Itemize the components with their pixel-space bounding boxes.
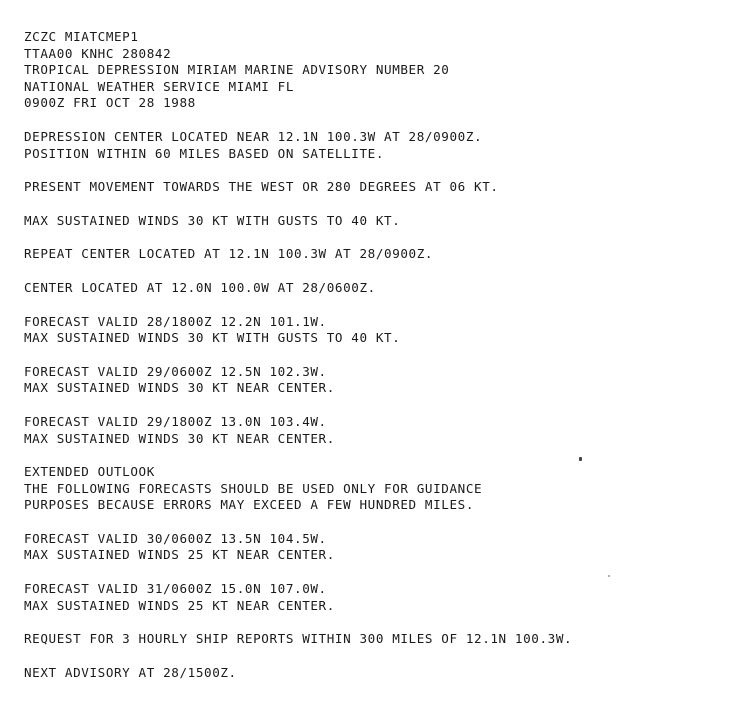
advisory-header (24, 29, 724, 112)
text-line: MAX SUSTAINED WINDS 25 KT NEAR CENTER. (24, 597, 335, 613)
next-advisory-paragraph (24, 665, 724, 682)
movement-paragraph (24, 179, 724, 196)
repeat-center-paragraph (24, 246, 724, 263)
advisory-document (24, 29, 724, 698)
center-location-paragraph (24, 129, 724, 162)
ship-reports-paragraph (24, 631, 724, 648)
text-line: FORECAST VALID 30/0600Z 13.5N 104.5W. (24, 530, 327, 546)
extended-outlook-paragraph (24, 464, 724, 514)
text-line: THE FOLLOWING FORECASTS SHOULD BE USED ONLY FOR GUIDANCE (24, 480, 483, 496)
text-line: FORECAST VALID 28/1800Z 12.2N 101.1W. (24, 313, 327, 329)
text-line: POSITION WITHIN 60 MILES BASED ON SATELLITE. (24, 145, 385, 161)
winds-paragraph (24, 213, 724, 230)
text-line: MAX SUSTAINED WINDS 30 KT NEAR CENTER. (24, 380, 335, 396)
text-line: FORECAST VALID 29/1800Z 13.0N 103.4W. (24, 413, 327, 429)
header-line: 0900Z FRI OCT 28 1988 (24, 95, 196, 111)
text-line: FORECAST VALID 31/0600Z 15.0N 107.0W. (24, 581, 327, 597)
header-line: NATIONAL WEATHER SERVICE MIAMI FL (24, 78, 295, 94)
text-line: FORECAST VALID 29/0600Z 12.5N 102.3W. (24, 363, 327, 379)
header-line: TROPICAL DEPRESSION MIRIAM MARINE ADVISORY NUMBER 20 (24, 62, 450, 78)
text-line: MAX SUSTAINED WINDS 30 KT WITH GUSTS TO 40 KT. (24, 330, 401, 346)
text-line: CENTER LOCATED AT 12.0N 100.0W AT 28/0600Z. (24, 279, 376, 295)
forecast-paragraph (24, 531, 724, 564)
text-line: MAX SUSTAINED WINDS 25 KT NEAR CENTER. (24, 547, 335, 563)
forecast-paragraph (24, 414, 724, 447)
forecast-paragraph (24, 581, 724, 614)
text-line: PRESENT MOVEMENT TOWARDS THE WEST OR 280 DEGREES AT 06 KT. (24, 179, 499, 195)
previous-center-paragraph (24, 280, 724, 297)
text-line: MAX SUSTAINED WINDS 30 KT NEAR CENTER. (24, 430, 335, 446)
text-line: EXTENDED OUTLOOK (24, 464, 155, 480)
forecast-paragraph (24, 314, 724, 347)
text-line: REPEAT CENTER LOCATED AT 12.1N 100.3W AT 28/0900Z. (24, 246, 434, 262)
scan-speck (608, 575, 610, 577)
text-line: MAX SUSTAINED WINDS 30 KT WITH GUSTS TO 40 KT. (24, 212, 401, 228)
scan-speck (579, 457, 582, 461)
header-line: ZCZC MIATCMEP1 (24, 29, 139, 44)
text-line: PURPOSES BECAUSE ERRORS MAY EXCEED A FEW HUNDRED MILES. (24, 497, 475, 513)
text-line: REQUEST FOR 3 HOURLY SHIP REPORTS WITHIN 300 MILES OF 12.1N 100.3W. (24, 631, 573, 647)
header-line: TTAA00 KNHC 280842 (24, 45, 172, 61)
text-line: DEPRESSION CENTER LOCATED NEAR 12.1N 100.3W AT 28/0900Z. (24, 128, 483, 144)
text-line: NEXT ADVISORY AT 28/1500Z. (24, 664, 237, 680)
forecast-paragraph (24, 364, 724, 397)
